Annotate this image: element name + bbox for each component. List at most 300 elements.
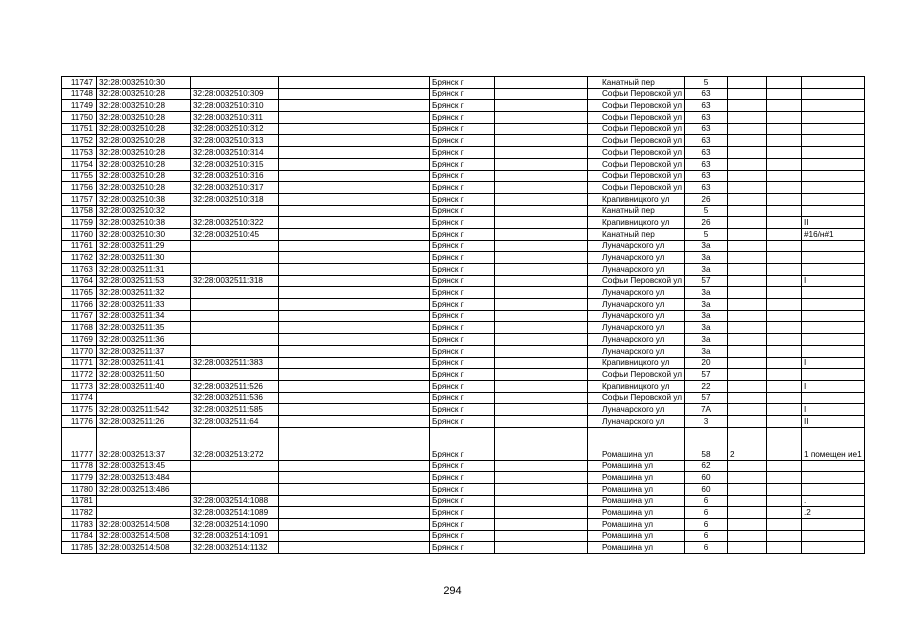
cell-col-blank-b <box>495 240 588 252</box>
cell-house-number: 58 <box>684 427 727 460</box>
cell-cadastral-object <box>191 334 279 346</box>
cell-premises <box>801 392 864 404</box>
cell-col-blank-c <box>766 519 801 531</box>
cell-premises: I <box>801 380 864 392</box>
cell-cadastral-parcel: 32:28:0032511:26 <box>97 415 191 427</box>
cell-cadastral-parcel: 32:28:0032510:28 <box>97 88 191 100</box>
cell-house-number: 3а <box>684 252 727 264</box>
cell-col-blank-b <box>495 170 588 182</box>
cell-building <box>727 299 766 311</box>
cell-col-blank-c <box>766 460 801 472</box>
cell-building <box>727 380 766 392</box>
cell-premises <box>801 264 864 276</box>
cell-house-number: 63 <box>684 182 727 194</box>
cell-city: Брянск г <box>430 135 495 147</box>
cell-col-blank-a <box>279 345 430 357</box>
cell-house-number: 3 <box>684 415 727 427</box>
cell-street: Софьи Перовской ул <box>588 123 685 135</box>
cell-city: Брянск г <box>430 228 495 240</box>
cell-building <box>727 240 766 252</box>
cell-row-number: 11765 <box>62 287 97 299</box>
table-row <box>62 427 865 460</box>
cell-street: Ромашина ул <box>588 472 685 484</box>
cell-cadastral-object <box>191 287 279 299</box>
cell-col-blank-b <box>495 217 588 229</box>
cell-col-blank-a <box>279 460 430 472</box>
table-row <box>62 542 865 554</box>
cell-cadastral-object <box>191 460 279 472</box>
cell-col-blank-a <box>279 519 430 531</box>
cell-col-blank-b <box>495 357 588 369</box>
cell-cadastral-object: 32:28:0032514:1088 <box>191 495 279 507</box>
cell-col-blank-c <box>766 299 801 311</box>
cell-city: Брянск г <box>430 217 495 229</box>
cell-col-blank-a <box>279 484 430 496</box>
cell-col-blank-a <box>279 264 430 276</box>
cell-house-number: 57 <box>684 392 727 404</box>
cell-city: Брянск г <box>430 123 495 135</box>
cell-house-number: 5 <box>684 205 727 217</box>
cell-street: Софьи Перовской ул <box>588 112 685 124</box>
cell-city: Брянск г <box>430 530 495 542</box>
cell-city: Брянск г <box>430 495 495 507</box>
cell-city: Брянск г <box>430 205 495 217</box>
cell-building <box>727 264 766 276</box>
cell-col-blank-c <box>766 100 801 112</box>
cell-cadastral-parcel: 32:28:0032510:30 <box>97 228 191 240</box>
cell-premises <box>801 310 864 322</box>
cell-cadastral-parcel: 32:28:0032510:28 <box>97 147 191 159</box>
cell-col-blank-b <box>495 135 588 147</box>
cell-row-number: 11751 <box>62 123 97 135</box>
cell-street: Софьи Перовской ул <box>588 158 685 170</box>
cell-col-blank-b <box>495 334 588 346</box>
cell-cadastral-object: 32:28:0032510:316 <box>191 170 279 182</box>
cell-col-blank-a <box>279 123 430 135</box>
cell-building <box>727 228 766 240</box>
cell-cadastral-object <box>191 484 279 496</box>
cell-col-blank-c <box>766 472 801 484</box>
cell-premises: I <box>801 404 864 416</box>
cell-col-blank-c <box>766 495 801 507</box>
cell-city: Брянск г <box>430 472 495 484</box>
cell-premises <box>801 472 864 484</box>
cell-house-number: 6 <box>684 507 727 519</box>
table-row <box>62 240 865 252</box>
cell-premises: .2 <box>801 507 864 519</box>
cell-building <box>727 507 766 519</box>
cell-row-number: 11750 <box>62 112 97 124</box>
cell-col-blank-a <box>279 334 430 346</box>
cell-cadastral-parcel: 32:28:0032514:508 <box>97 530 191 542</box>
cell-col-blank-b <box>495 369 588 381</box>
cell-cadastral-parcel <box>97 495 191 507</box>
cell-cadastral-parcel: 32:28:0032510:38 <box>97 193 191 205</box>
table-row <box>62 460 865 472</box>
cell-col-blank-a <box>279 217 430 229</box>
table-row <box>62 77 865 89</box>
cell-building <box>727 287 766 299</box>
cell-cadastral-object: 32:28:0032511:526 <box>191 380 279 392</box>
cell-street: Ромашина ул <box>588 542 685 554</box>
cell-col-blank-a <box>279 228 430 240</box>
cell-row-number: 11770 <box>62 345 97 357</box>
table-row <box>62 275 865 287</box>
cell-street: Софьи Перовской ул <box>588 88 685 100</box>
cell-col-blank-a <box>279 472 430 484</box>
table-row <box>62 322 865 334</box>
cell-city: Брянск г <box>430 252 495 264</box>
cell-house-number: 3а <box>684 322 727 334</box>
cell-col-blank-b <box>495 205 588 217</box>
table-row <box>62 310 865 322</box>
cell-house-number: 5 <box>684 77 727 89</box>
cell-col-blank-c <box>766 404 801 416</box>
cell-building <box>727 369 766 381</box>
cell-premises <box>801 484 864 496</box>
cell-building <box>727 170 766 182</box>
cell-house-number: 60 <box>684 472 727 484</box>
cell-premises <box>801 147 864 159</box>
cell-cadastral-object: 32:28:0032511:64 <box>191 415 279 427</box>
cell-city: Брянск г <box>430 427 495 460</box>
cell-house-number: 3а <box>684 287 727 299</box>
cell-cadastral-parcel <box>97 507 191 519</box>
cell-premises <box>801 460 864 472</box>
cell-col-blank-b <box>495 123 588 135</box>
cell-city: Брянск г <box>430 310 495 322</box>
cell-row-number: 11752 <box>62 135 97 147</box>
cell-col-blank-c <box>766 275 801 287</box>
cell-house-number: 3а <box>684 345 727 357</box>
cell-col-blank-c <box>766 415 801 427</box>
cell-col-blank-b <box>495 252 588 264</box>
cell-cadastral-object <box>191 299 279 311</box>
cell-cadastral-parcel: 32:28:0032511:36 <box>97 334 191 346</box>
cell-col-blank-b <box>495 484 588 496</box>
cell-building <box>727 275 766 287</box>
cell-house-number: 63 <box>684 123 727 135</box>
cell-premises: I <box>801 357 864 369</box>
cell-building <box>727 88 766 100</box>
cell-house-number: 6 <box>684 542 727 554</box>
cell-street: Софьи Перовской ул <box>588 100 685 112</box>
cell-col-blank-c <box>766 287 801 299</box>
cell-premises <box>801 88 864 100</box>
cell-row-number: 11785 <box>62 542 97 554</box>
cell-city: Брянск г <box>430 100 495 112</box>
cell-cadastral-object <box>191 252 279 264</box>
cell-street: Луначарского ул <box>588 299 685 311</box>
cell-col-blank-b <box>495 182 588 194</box>
cell-building: 2 <box>727 427 766 460</box>
cell-street: Луначарского ул <box>588 334 685 346</box>
cell-city: Брянск г <box>430 287 495 299</box>
table-row <box>62 135 865 147</box>
cell-building <box>727 158 766 170</box>
cell-row-number: 11784 <box>62 530 97 542</box>
cell-building <box>727 100 766 112</box>
cell-street: Софьи Перовской ул <box>588 392 685 404</box>
cell-col-blank-b <box>495 287 588 299</box>
table-row <box>62 299 865 311</box>
table-row <box>62 484 865 496</box>
cell-cadastral-object <box>191 472 279 484</box>
cell-col-blank-b <box>495 495 588 507</box>
cell-col-blank-a <box>279 100 430 112</box>
cell-cadastral-parcel: 32:28:0032510:28 <box>97 135 191 147</box>
cell-cadastral-parcel: 32:28:0032510:38 <box>97 217 191 229</box>
cell-cadastral-object: 32:28:0032511:536 <box>191 392 279 404</box>
table-row <box>62 519 865 531</box>
cell-row-number: 11772 <box>62 369 97 381</box>
cell-premises: . <box>801 495 864 507</box>
cell-cadastral-object: 32:28:0032510:313 <box>191 135 279 147</box>
cell-col-blank-a <box>279 147 430 159</box>
cell-city: Брянск г <box>430 170 495 182</box>
cell-col-blank-c <box>766 217 801 229</box>
cell-premises <box>801 334 864 346</box>
cell-street: Ромашина ул <box>588 519 685 531</box>
cell-col-blank-a <box>279 170 430 182</box>
cell-cadastral-parcel: 32:28:0032511:35 <box>97 322 191 334</box>
cell-col-blank-a <box>279 88 430 100</box>
cell-col-blank-b <box>495 322 588 334</box>
cell-row-number: 11763 <box>62 264 97 276</box>
cell-house-number: 26 <box>684 193 727 205</box>
table-row <box>62 252 865 264</box>
cell-col-blank-c <box>766 484 801 496</box>
cell-building <box>727 460 766 472</box>
cell-row-number: 11756 <box>62 182 97 194</box>
cell-col-blank-c <box>766 380 801 392</box>
cell-row-number: 11773 <box>62 380 97 392</box>
table-body <box>62 77 865 554</box>
cell-building <box>727 519 766 531</box>
cell-premises <box>801 530 864 542</box>
cell-row-number: 11767 <box>62 310 97 322</box>
cell-city: Брянск г <box>430 357 495 369</box>
cell-col-blank-a <box>279 404 430 416</box>
cell-row-number: 11762 <box>62 252 97 264</box>
cell-cadastral-parcel: 32:28:0032511:542 <box>97 404 191 416</box>
cell-col-blank-c <box>766 357 801 369</box>
cell-cadastral-parcel <box>97 392 191 404</box>
cell-premises <box>801 170 864 182</box>
cell-building <box>727 392 766 404</box>
cell-col-blank-a <box>279 240 430 252</box>
cell-col-blank-c <box>766 112 801 124</box>
cell-building <box>727 135 766 147</box>
table-row <box>62 147 865 159</box>
cell-col-blank-c <box>766 77 801 89</box>
cell-col-blank-c <box>766 369 801 381</box>
cell-house-number: 3а <box>684 334 727 346</box>
table-row <box>62 507 865 519</box>
cell-house-number: 6 <box>684 495 727 507</box>
cell-building <box>727 495 766 507</box>
cell-premises <box>801 205 864 217</box>
cell-col-blank-b <box>495 427 588 460</box>
cell-col-blank-b <box>495 404 588 416</box>
cell-street: Луначарского ул <box>588 264 685 276</box>
cell-cadastral-object: 32:28:0032510:314 <box>191 147 279 159</box>
cell-building <box>727 217 766 229</box>
table-row <box>62 228 865 240</box>
cell-premises: #16/н#1 <box>801 228 864 240</box>
cell-row-number: 11779 <box>62 472 97 484</box>
table-row <box>62 205 865 217</box>
cell-cadastral-parcel: 32:28:0032510:28 <box>97 100 191 112</box>
cell-cadastral-object <box>191 205 279 217</box>
cell-cadastral-parcel: 32:28:0032510:28 <box>97 182 191 194</box>
cell-row-number: 11775 <box>62 404 97 416</box>
cell-cadastral-parcel: 32:28:0032510:28 <box>97 123 191 135</box>
cell-street: Луначарского ул <box>588 287 685 299</box>
cell-row-number: 11777 <box>62 427 97 460</box>
cell-row-number: 11781 <box>62 495 97 507</box>
cell-house-number: 57 <box>684 275 727 287</box>
cell-city: Брянск г <box>430 369 495 381</box>
cell-house-number: 7А <box>684 404 727 416</box>
cell-cadastral-object: 32:28:0032514:1089 <box>191 507 279 519</box>
cell-cadastral-object: 32:28:0032510:309 <box>191 88 279 100</box>
table-row <box>62 334 865 346</box>
cell-premises <box>801 369 864 381</box>
cell-premises <box>801 77 864 89</box>
cell-col-blank-b <box>495 507 588 519</box>
table-row <box>62 357 865 369</box>
cell-col-blank-a <box>279 427 430 460</box>
table-row <box>62 415 865 427</box>
cell-col-blank-a <box>279 205 430 217</box>
cell-col-blank-a <box>279 77 430 89</box>
cell-city: Брянск г <box>430 345 495 357</box>
cell-street: Софьи Перовской ул <box>588 135 685 147</box>
cell-building <box>727 112 766 124</box>
cell-col-blank-b <box>495 275 588 287</box>
cell-city: Брянск г <box>430 147 495 159</box>
cell-building <box>727 77 766 89</box>
cell-row-number: 11749 <box>62 100 97 112</box>
cell-row-number: 11776 <box>62 415 97 427</box>
cell-cadastral-object: 32:28:0032511:383 <box>191 357 279 369</box>
cell-city: Брянск г <box>430 264 495 276</box>
cell-cadastral-parcel: 32:28:0032511:53 <box>97 275 191 287</box>
cell-premises <box>801 123 864 135</box>
cell-city: Брянск г <box>430 334 495 346</box>
cell-building <box>727 415 766 427</box>
cell-premises <box>801 240 864 252</box>
cell-building <box>727 310 766 322</box>
cell-street: Крапивницкого ул <box>588 217 685 229</box>
cell-cadastral-object <box>191 369 279 381</box>
cell-row-number: 11758 <box>62 205 97 217</box>
cell-cadastral-object: 32:28:0032510:45 <box>191 228 279 240</box>
cell-cadastral-parcel: 32:28:0032510:30 <box>97 77 191 89</box>
cell-building <box>727 322 766 334</box>
cell-street: Луначарского ул <box>588 252 685 264</box>
cell-cadastral-object <box>191 264 279 276</box>
cell-row-number: 11760 <box>62 228 97 240</box>
cell-col-blank-a <box>279 193 430 205</box>
cell-col-blank-b <box>495 460 588 472</box>
cell-premises: 1 помещен ие1 <box>801 427 864 460</box>
cell-city: Брянск г <box>430 299 495 311</box>
cell-cadastral-parcel: 32:28:0032511:40 <box>97 380 191 392</box>
cell-premises <box>801 345 864 357</box>
cell-col-blank-a <box>279 158 430 170</box>
cell-street: Софьи Перовской ул <box>588 369 685 381</box>
cell-col-blank-b <box>495 264 588 276</box>
cell-house-number: 5 <box>684 228 727 240</box>
cell-cadastral-parcel: 32:28:0032513:486 <box>97 484 191 496</box>
cell-row-number: 11782 <box>62 507 97 519</box>
cell-building <box>727 123 766 135</box>
cell-city: Брянск г <box>430 404 495 416</box>
cell-building <box>727 252 766 264</box>
cell-premises <box>801 252 864 264</box>
cell-premises: II <box>801 415 864 427</box>
cell-street: Луначарского ул <box>588 240 685 252</box>
cell-house-number: 63 <box>684 88 727 100</box>
cell-street: Софьи Перовской ул <box>588 182 685 194</box>
cell-house-number: 57 <box>684 369 727 381</box>
cell-street: Луначарского ул <box>588 310 685 322</box>
cell-cadastral-parcel: 32:28:0032513:37 <box>97 427 191 460</box>
cell-house-number: 3а <box>684 299 727 311</box>
cell-cadastral-object: 32:28:0032510:317 <box>191 182 279 194</box>
cell-col-blank-b <box>495 392 588 404</box>
cell-house-number: 63 <box>684 147 727 159</box>
table-row <box>62 495 865 507</box>
cell-col-blank-c <box>766 88 801 100</box>
cell-street: Софьи Перовской ул <box>588 275 685 287</box>
cell-row-number: 11783 <box>62 519 97 531</box>
cell-col-blank-c <box>766 123 801 135</box>
cell-cadastral-parcel: 32:28:0032511:33 <box>97 299 191 311</box>
cell-col-blank-b <box>495 519 588 531</box>
cell-building <box>727 334 766 346</box>
cell-col-blank-a <box>279 495 430 507</box>
cell-row-number: 11755 <box>62 170 97 182</box>
cell-house-number: 3а <box>684 264 727 276</box>
cell-street: Ромашина ул <box>588 427 685 460</box>
cell-row-number: 11761 <box>62 240 97 252</box>
cell-cadastral-object: 32:28:0032511:585 <box>191 404 279 416</box>
cell-row-number: 11753 <box>62 147 97 159</box>
cell-cadastral-object: 32:28:0032514:1091 <box>191 530 279 542</box>
cell-col-blank-b <box>495 88 588 100</box>
cell-building <box>727 345 766 357</box>
cell-city: Брянск г <box>430 77 495 89</box>
cell-cadastral-parcel: 32:28:0032511:30 <box>97 252 191 264</box>
table-row <box>62 170 865 182</box>
cell-city: Брянск г <box>430 484 495 496</box>
cell-premises <box>801 112 864 124</box>
cell-house-number: 20 <box>684 357 727 369</box>
cell-cadastral-object: 32:28:0032513:272 <box>191 427 279 460</box>
cell-cadastral-parcel: 32:28:0032511:29 <box>97 240 191 252</box>
cell-row-number: 11768 <box>62 322 97 334</box>
cell-row-number: 11754 <box>62 158 97 170</box>
cell-row-number: 11780 <box>62 484 97 496</box>
cell-col-blank-c <box>766 507 801 519</box>
cell-col-blank-a <box>279 182 430 194</box>
cell-premises <box>801 193 864 205</box>
cell-city: Брянск г <box>430 380 495 392</box>
cell-row-number: 11774 <box>62 392 97 404</box>
